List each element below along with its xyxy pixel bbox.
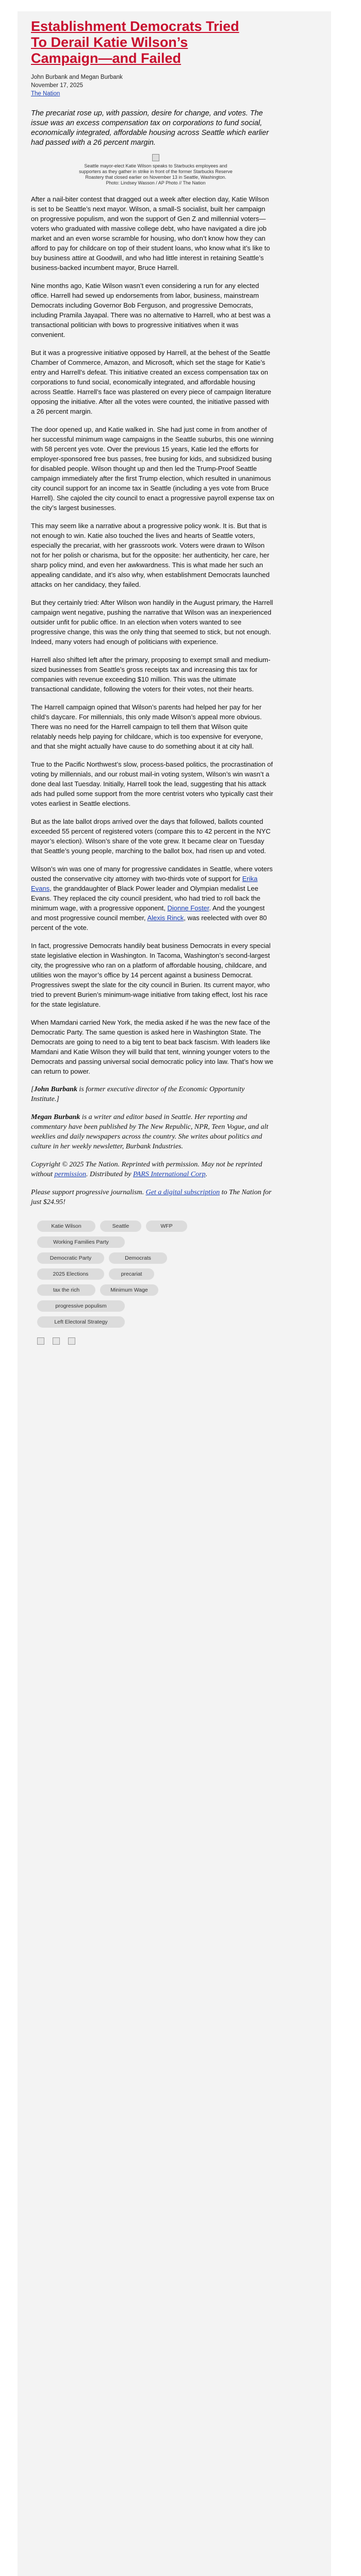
article-date: November 17, 2025 <box>31 82 84 89</box>
subscription-link[interactable]: Get a digital subscription <box>145 1189 220 1196</box>
tag[interactable]: tax the rich <box>37 1284 95 1296</box>
tag[interactable]: progressive populism <box>37 1300 125 1312</box>
paragraph: The door opened up, and Katie walked in. She had just come in from another of her successful minimum wage campaigns in the Seattle suburbs, this one winning with 58 percent yes vote. Over the previous 15 years, Katie led the efforts for employer-sponsored free bus passes, free busing for kids, and subsidized busing for disabled people. Wilson thought up and then led the Trump-Proof Seattle campaign immediately after the first Trump election, which resulted in unanimous city council support for an income tax in Seattle (including a yes vote from Bruce Harrell). She cajoled the city council to enact a progressive payroll expense tax on the city’s largest businesses. <box>31 426 274 512</box>
text-span: . <box>205 1171 207 1178</box>
paragraph: The Harrell campaign opined that Wilson’s parents had helped her pay for her child’s daycare. For millennials, this only made Wilson’s appeal more obvious. There was no need for the Harrell campaign to tell them that Wilson quite relatably needs help paying for childcare, which is too expensive for everyone, and that she might actually have cause to do something about it at city hall. <box>31 703 263 750</box>
share-icons <box>37 1337 318 1347</box>
support-notice <box>31 1188 274 1207</box>
permission-link[interactable]: permission <box>54 1171 86 1178</box>
text-span: , was reelected with over 80 percent of the vote. <box>31 914 267 931</box>
share-icon[interactable] <box>53 1337 60 1345</box>
tag[interactable]: Left Electoral Strategy <box>37 1316 125 1328</box>
article-figure <box>78 154 233 186</box>
share-icon[interactable] <box>68 1337 75 1345</box>
tag[interactable]: WFP <box>146 1221 187 1232</box>
text-span: . And the youngest and most progressive council member, <box>31 904 265 922</box>
text-span: Please support progressive journalism. <box>31 1189 146 1196</box>
image-caption: Seattle mayor-elect Katie Wilson speaks to Starbucks employees and supporters as they gather in strike in front of the former Starbucks Reserve Roastery that closed earlier on November 13 in Seattle, Washington. Photo: Lindsey Wasson / AP Photo // The Nation <box>79 163 233 185</box>
tag[interactable]: Katie Wilson <box>37 1221 95 1232</box>
tag-list <box>37 1221 192 1332</box>
paragraph-progressive-wins <box>31 864 274 933</box>
paragraph: But it was a progressive initiative opposed by Harrell, at the behest of the Seattle Chamber of Commerce, Amazon, and Microsoft, which set the stage for Katie’s entry and Harrell’s defeat. This initiative created an excess compensation tax on corporations to fund social, economically integrated, and affordable housing across Seattle. Harrell’s face was plastered on every piece of campaign literature opposing the initiative. After all the votes were counted, the initiative passed with a 26 percent margin. <box>31 349 271 415</box>
paragraph: Nine months ago, Katie Wilson wasn’t even considering a run for any elected office. Harrell had sewed up endorsements from labor, business, mainstream Democrats including Governor Bob Ferguson, and progressive Democrats, including Pramila Jayapal. There was no alternative to Harrell, who at best was a transactional politician with bows to progressive initiatives when it was convenient. <box>31 282 271 338</box>
bio-text: is former executive director of the Economic Opportunity Institute. <box>31 1086 245 1103</box>
publication-link[interactable]: The Nation <box>31 91 60 97</box>
author-bio-megan <box>31 1112 274 1151</box>
share-icon[interactable] <box>37 1337 44 1345</box>
paragraph: True to the Pacific Northwest’s slow, process-based politics, the procrastination of voting by millennials, and our robust mail-in voting system, Wilson’s win wasn’t a done deal last Tuesday. Initially, Harrell took the lead, suggesting that his attack ads had pulled some support from the more centrist voters who typically cast their votes earliest in Seattle elections. <box>31 760 273 807</box>
tag[interactable]: Working Families Party <box>37 1236 125 1248</box>
paragraph: But they certainly tried: After Wilson won handily in the August primary, the Harrell campaign went negative, pushing the narrative that Wilson was an inexperienced outsider unfit for public office. In an election when voters wanted to see progressive change, this was the only thing that seemed to stick, but not enough. Indeed, many voters had enough of politicians with experience. <box>31 599 273 646</box>
paragraph: But as the late ballot drops arrived over the days that followed, ballots counted exceeded 55 percent of registered voters (compare this to 42 percent in the NYC mayor’s election). Wilson’s share of the vote grew. It became clear on Tuesday that Seattle’s young people, marching to the ballot box, had risen up and voted. <box>31 818 271 855</box>
tag[interactable]: Seattle <box>100 1221 141 1232</box>
article-dek: The precariat rose up, with passion, desire for change, and votes. The issue was an excess compensation tax on corporations to fund social, economically integrated, affordable housing across Seattle which earlier had passed with a 26 percent margin. <box>31 109 269 147</box>
pars-link[interactable]: PARS International Corp <box>133 1171 206 1178</box>
paragraph: In fact, progressive Democrats handily beat business Democrats in every special state legislative election in Washington. In Tacoma, Washington’s second-largest city, the progressive who ran on a platform of affordable housing, childcare, and utilities won the mayor’s office by 14 percent against a business Democrat. Progressives swept the slate for the city council in Burien. Its current mayor, who tried to prevent Burien’s minimum-wage initiative from taking effect, lost his race for the state legislature. <box>31 942 271 1008</box>
text-span: to The Nation for just $24.95! <box>31 1189 272 1206</box>
link-alexis-rinck[interactable]: Alexis Rinck <box>147 914 184 922</box>
paragraph: Harrell also shifted left after the primary, proposing to exempt small and medium-sized businesses from Seattle’s gross receipts tax and increasing this tax for companies with revenue exceeding $10 million. This was the ultimate transactional candidate, following the voters for their votes, not their hearts. <box>31 656 271 693</box>
paragraph: After a nail-biter contest that dragged out a week after election day, Katie Wilson is set to be Seattle’s next mayor. Wilson, a small-S socialist, built her campaign on progressive populism, and won the support of Gen Z and millennial voters—voters who graduated with massive college debt, who have navigated a dire job market and an even worse scramble for housing, who don’t know how they can afford to pay for childcare on top of their student loans, who know what it’s like to buy business attire at Goodwill, and who had little interest in retaining Seattle’s business-backed incumbent mayor, Bruce Harrell. <box>31 195 270 272</box>
bio-name: John Burbank <box>34 1086 77 1093</box>
link-erika-evans[interactable]: Erika Evans <box>31 875 258 892</box>
broken-image-icon <box>152 154 159 161</box>
article-headline[interactable]: Establishment Democrats Tried To Derail Katie Wilson’s Campaign—and Failed <box>31 19 239 66</box>
tag[interactable]: precariat <box>109 1268 154 1280</box>
article-card <box>18 11 331 2576</box>
text-span: Wilson’s win was one of many for progressive candidates in Seattle, where voters ousted the conservative city attorney with two-thirds vote of support for <box>31 865 273 883</box>
text-span: Copyright © 2025 The Nation. Reprinted with permission. May not be reprinted without <box>31 1161 262 1178</box>
copyright-notice <box>31 1160 274 1179</box>
article-authors: John Burbank and Megan Burbank <box>31 74 123 80</box>
author-bio-john: [John Burbank is former executive director of the Economic Opportunity Institute.] <box>31 1086 245 1103</box>
tag[interactable]: Minimum Wage <box>100 1284 158 1296</box>
text-span: . Distributed by <box>86 1171 133 1178</box>
tag[interactable]: Democrats <box>109 1252 167 1264</box>
paragraph: When Mamdani carried New York, the media asked if he was the new face of the Democratic Party. The same question is asked here in Washington State. The Democrats are going to need to a big tent to beat back fascism. With leaders like Mamdani and Katie Wilson they will build that tent, winning younger voters to the Democrats and passing universal social democratic policy into law. That’s how we can return to power. <box>31 1019 273 1075</box>
link-dionne-foster[interactable]: Dionne Foster <box>167 904 209 912</box>
text-span: , the granddaughter of Black Power leader and Olympian medalist Lee Evans. They replaced the city council president, who had tried to roll back the minimum wage, with a progressive opponent, <box>31 885 260 912</box>
bio-text: is a writer and editor based in Seattle. Her reporting and commentary have been published by The New Republic, NPR, Teen Vogue, and alt weeklies and daily newspapers across the country. She writes about politics and culture in her weekly newsletter, Burbank Industries. <box>31 1113 269 1150</box>
bio-name: Megan Burbank <box>31 1113 80 1121</box>
tag[interactable]: 2025 Elections <box>37 1268 104 1280</box>
tag[interactable]: Democratic Party <box>37 1252 104 1264</box>
paragraph: This may seem like a narrative about a progressive policy wonk. It is. But that is not enough to win. Katie also touched the lives and hearts of Seattle voters, especially the precariat, with her grassroots work. Voters were drawn to Wilson not for her polish or charisma, but for the opposite: her authenticity, her care, her sharp policy mind, and even her awkwardness. This is what made her such an appealing candidate, and it’s also why, when establishment Democrats launched attacks on her candidacy, they failed. <box>31 522 270 588</box>
